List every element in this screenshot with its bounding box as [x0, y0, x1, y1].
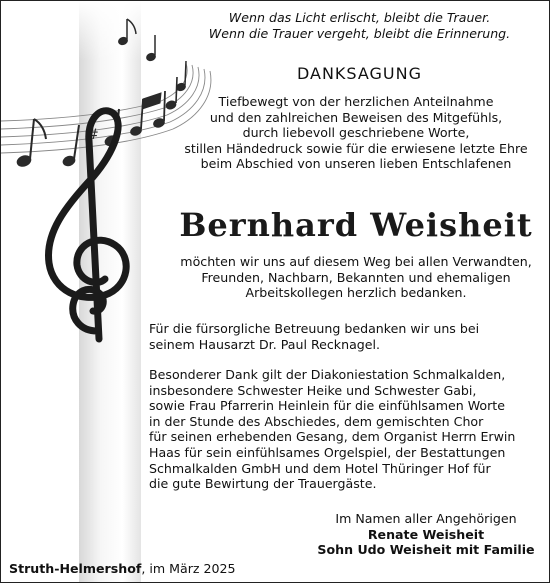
motto-line: Wenn das Licht erlischt, bleibt die Trauer. — [228, 10, 491, 25]
place-name: Struth-Helmershof — [9, 561, 142, 576]
date-text: , im März 2025 — [141, 561, 236, 576]
intro-text — [151, 94, 550, 172]
paragraph-line: Haas für sein einfühlsames Orgelspiel, der Bestattungen — [149, 444, 506, 460]
paragraph-line: insbesondere Schwester Heike und Schwester Gabi, — [149, 382, 477, 398]
intro-line: beim Abschied von unseren lieben Entschlafenen — [200, 156, 512, 172]
motto-line: Wenn die Trauer vergeht, bleibt die Erinnerung. — [208, 25, 511, 41]
paragraph-line: Für die fürsorgliche Betreuung bedanken wir uns bei — [149, 321, 480, 336]
deceased-name: Bernhard Weisheit — [179, 206, 533, 244]
paragraph-special-thanks — [149, 367, 515, 492]
paragraph-doctor — [149, 321, 479, 352]
intro-line: durch liebevoll geschriebene Worte, — [242, 125, 470, 141]
thanks-line: möchten wir uns auf diesem Weg bei allen Verwandten, — [180, 254, 532, 269]
paragraph-line: für seinen erhebenden Gesang, dem Organist Herrn Erwin — [149, 429, 516, 445]
svg-text:#: # — [87, 127, 99, 143]
paragraph-line: sowie Frau Pfarrerin Heinlein für die einfühlsamen Worte — [149, 398, 505, 414]
intro-line: stillen Händedruck sowie für die erwiesene letzte Ehre — [184, 140, 528, 156]
place-date — [9, 561, 236, 577]
closing-block — [271, 511, 550, 558]
thanks-text — [151, 254, 550, 301]
paragraph-line: Schmalkalden GmbH und dem Hotel Thüringer Hof für — [149, 460, 491, 476]
thanks-line: Freunden, Nachbarn, Bekannten und ehemaligen — [201, 269, 511, 285]
paragraph-line: in der Stunde des Abschiedes, dem gemischten Chor — [149, 413, 484, 429]
signer-name: Renate Weisheit — [367, 526, 485, 542]
thanks-line: Arbeitskollegen herzlich bedanken. — [245, 285, 467, 301]
motto — [187, 10, 532, 41]
signer-family: Sohn Udo Weisheit mit Familie — [317, 542, 535, 558]
paragraph-line: Besonderer Dank gilt der Diakoniestation Schmalkalden, — [149, 367, 506, 382]
intro-line: Tiefbewegt von der herzlichen Anteilnahme — [218, 94, 494, 109]
paragraph-line: seinem Hausarzt Dr. Paul Recknagel. — [149, 336, 381, 352]
heading: DANKSAGUNG — [296, 64, 423, 83]
paragraph-line: die gute Bewirtung der Trauergäste. — [149, 476, 377, 492]
intro-line: und den zahlreichen Beweisen des Mitgefühls, — [209, 109, 503, 125]
closing-line: Im Namen aller Angehörigen — [335, 511, 517, 526]
